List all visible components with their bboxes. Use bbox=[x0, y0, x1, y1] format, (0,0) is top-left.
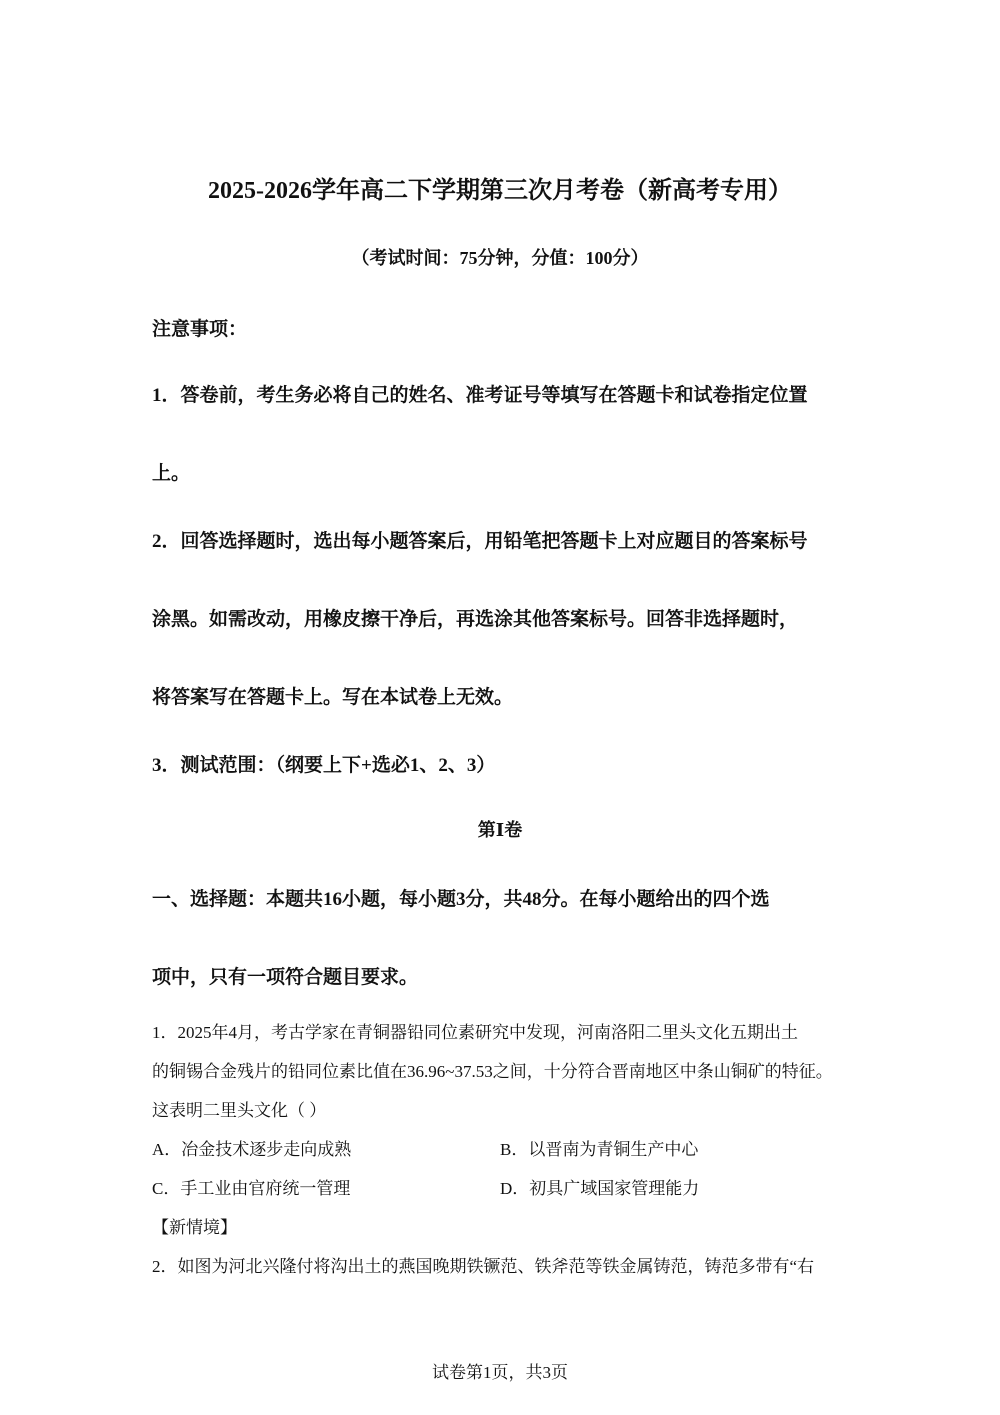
exam-title: 2025-2026学年高二下学期第三次月考卷（新高考专用） bbox=[208, 178, 792, 204]
note-item-2-line-2: 涂黑。如需改动，用橡皮擦干净后，再选涂其他答案标号。回答非选择题时， bbox=[152, 609, 799, 630]
section-instruction-line-2: 项中，只有一项符合题目要求。 bbox=[152, 967, 419, 988]
note-item-1-line-2: 上。 bbox=[152, 463, 191, 484]
section-instruction-line-1: 一、选择题：本题共16小题，每小题3分，共48分。在每小题给出的四个选 bbox=[152, 889, 770, 910]
question-1-option-b: B．以晋南为青铜生产中心 bbox=[500, 1140, 699, 1159]
note-item-1-line-1: 1．答卷前，考生务必将自己的姓名、准考证号等填写在答题卡和试卷指定位置 bbox=[152, 385, 808, 406]
exam-subtitle: （考试时间：75分钟，分值：100分） bbox=[351, 248, 649, 268]
page-footer: 试卷第1页，共3页 bbox=[432, 1363, 568, 1382]
question-1-option-a: A．冶金技术逐步走向成熟 bbox=[152, 1140, 352, 1159]
volume-heading: 第Ⅰ卷 bbox=[477, 820, 523, 840]
question-1-line-3: 这表明二里头文化（ ） bbox=[152, 1101, 327, 1120]
question-1-line-2: 的铜锡合金残片的铅同位素比值在36.96~37.53之间，十分符合晋南地区中条山铜矿的特征。 bbox=[152, 1062, 833, 1081]
question-1-option-c: C．手工业由官府统一管理 bbox=[152, 1179, 351, 1198]
question-2-tag: 【新情境】 bbox=[152, 1218, 237, 1237]
note-item-2-line-1: 2．回答选择题时，选出每小题答案后，用铅笔把答题卡上对应题目的答案标号 bbox=[152, 531, 808, 552]
notes-heading: 注意事项： bbox=[152, 319, 248, 340]
question-1-line-1: 1．2025年4月，考古学家在青铜器铅同位素研究中发现，河南洛阳二里头文化五期出土 bbox=[152, 1023, 798, 1042]
question-2-line-1: 2．如图为河北兴隆付将沟出土的燕国晚期铁镢范、铁斧范等铁金属铸范，铸范多带有“右 bbox=[152, 1257, 815, 1276]
question-1-option-d: D．初具广域国家管理能力 bbox=[500, 1179, 700, 1198]
note-item-2-line-3: 将答案写在答题卡上。写在本试卷上无效。 bbox=[152, 687, 514, 708]
note-item-3: 3．测试范围：（纲要上下+选必1、2、3） bbox=[152, 755, 496, 776]
